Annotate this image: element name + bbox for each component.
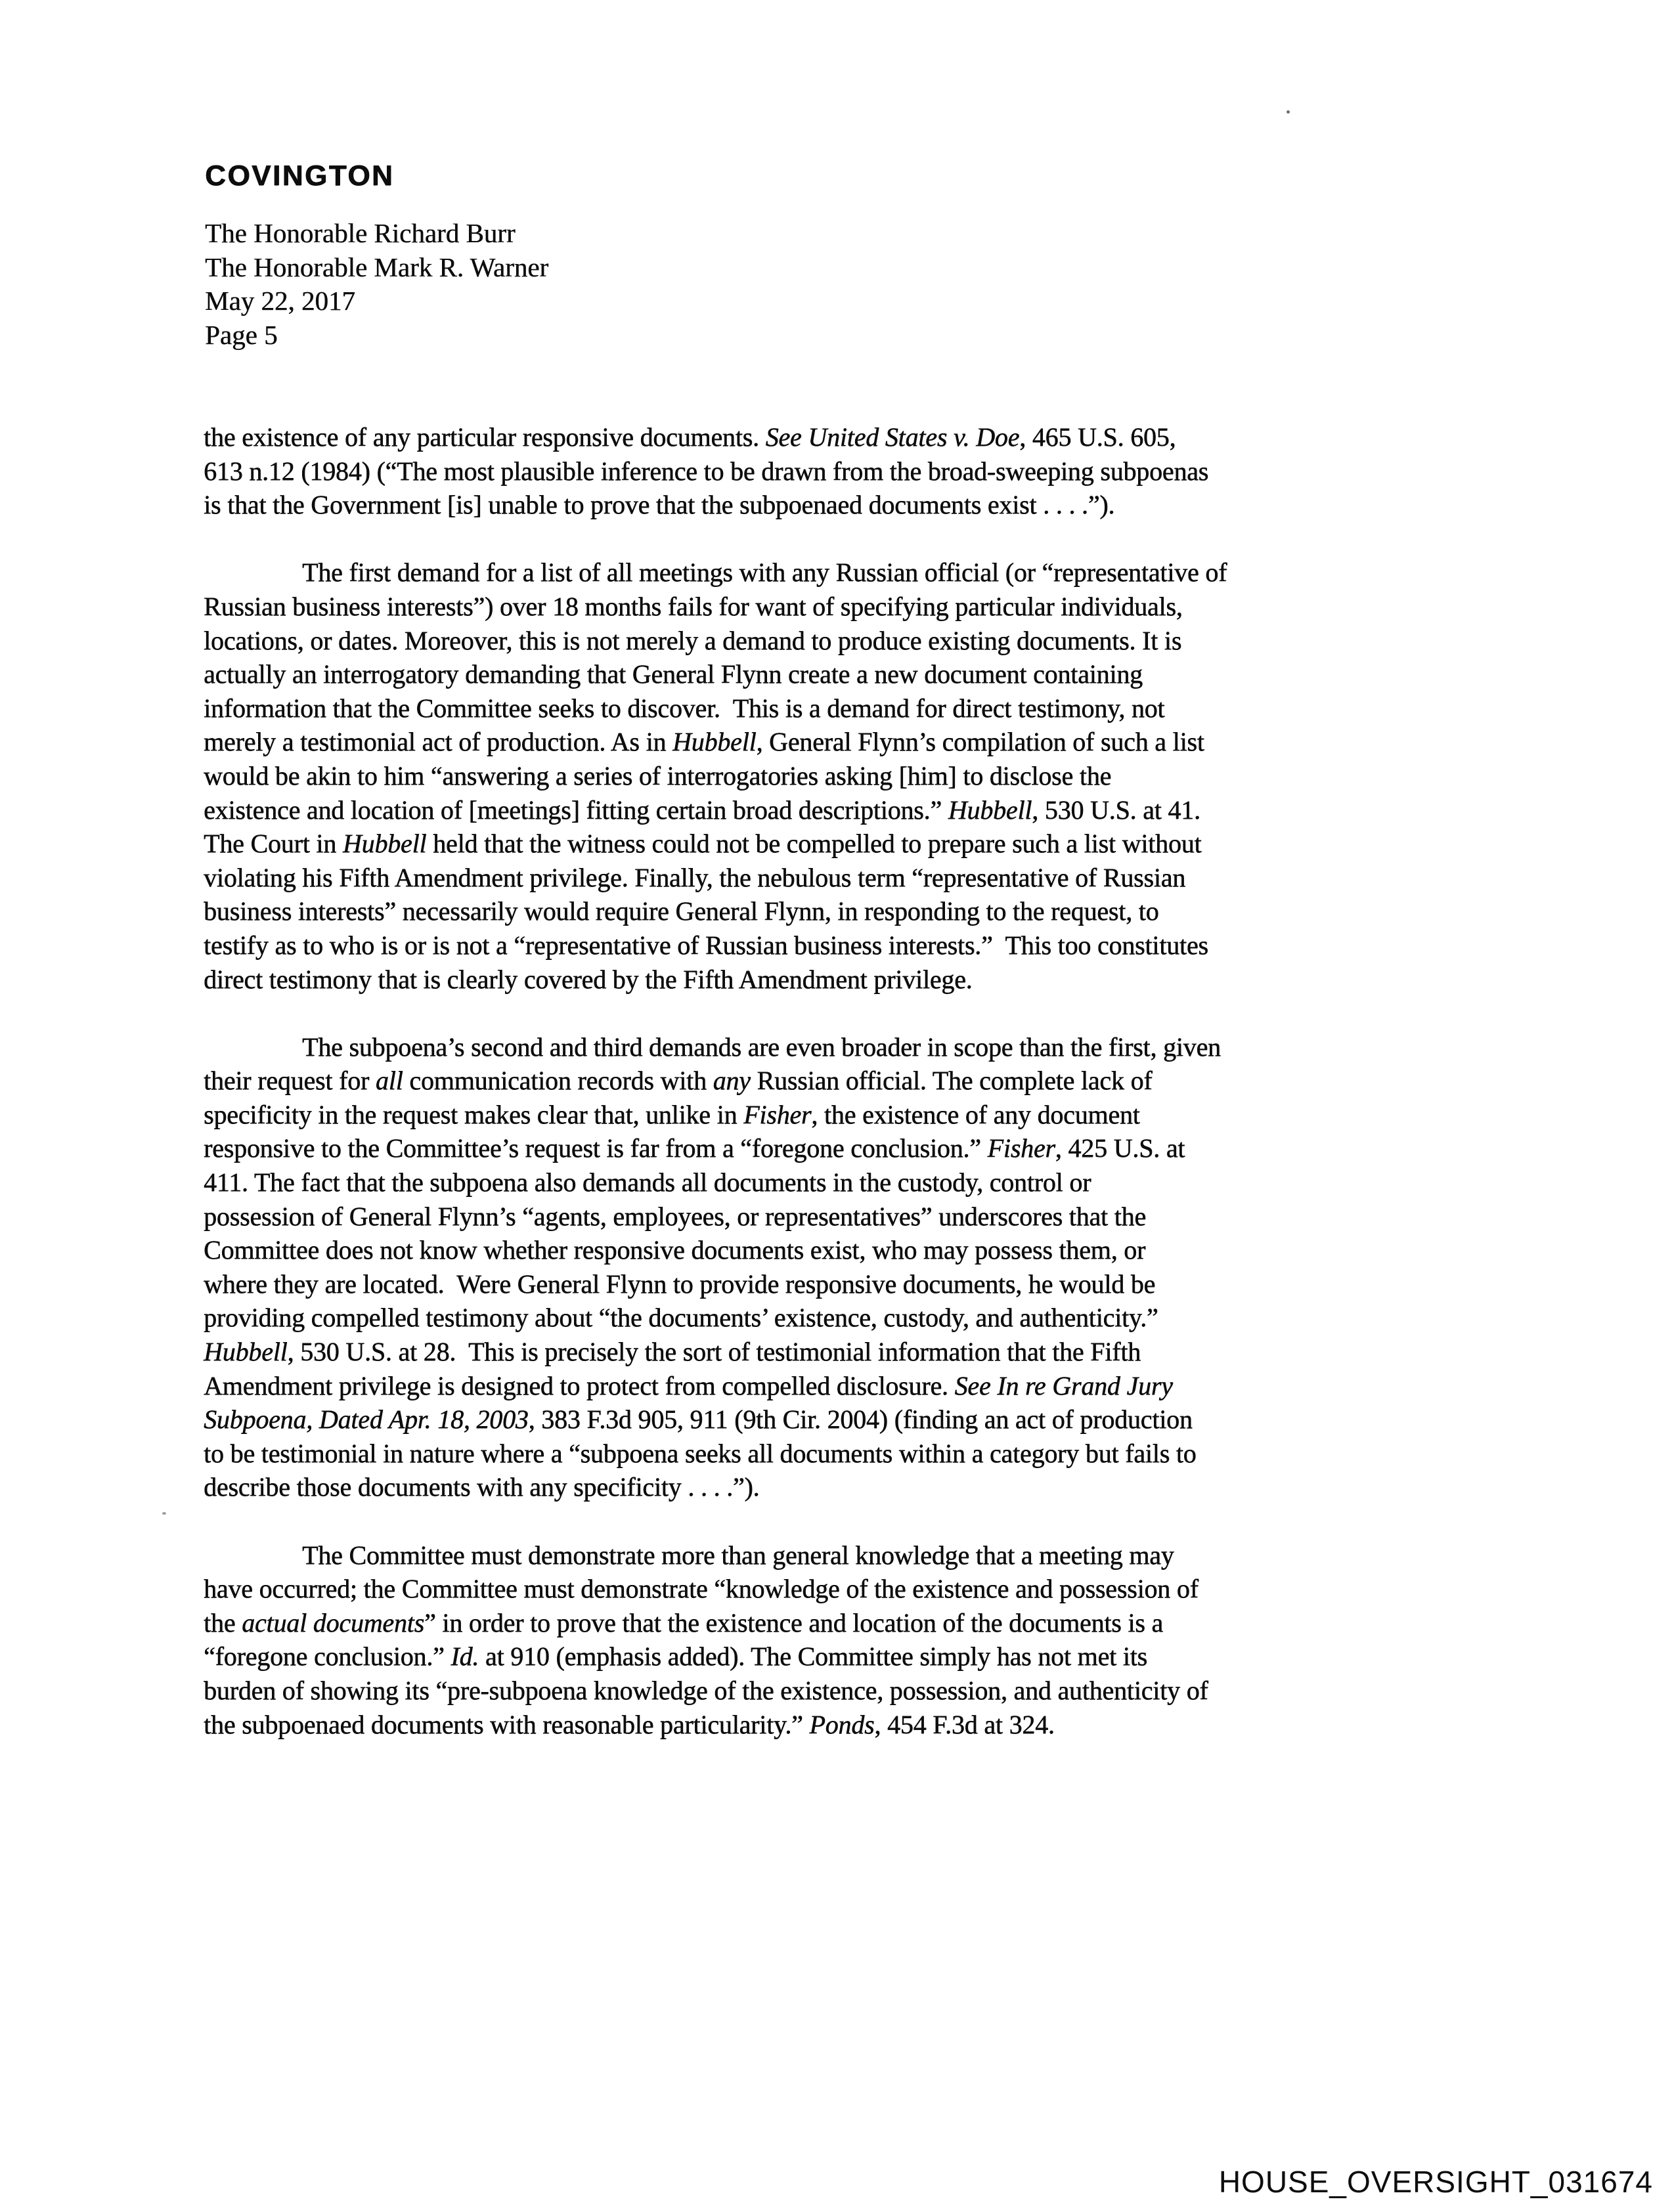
firm-wordmark: COVINGTON — [205, 160, 395, 192]
text-line — [204, 1335, 1524, 1369]
italic-run: Hubbell — [948, 794, 1032, 825]
text-run: locations, or dates. Moreover, this is not merely a demand to produce existing documents. It is — [204, 625, 1182, 655]
body-paragraph — [204, 420, 1524, 522]
text-line — [204, 793, 1524, 827]
italic-run: Subpoena, Dated Apr. 18, 2003 — [204, 1404, 529, 1435]
text-run: 411. The fact that the subpoena also demands all documents in the custody, control or — [204, 1167, 1091, 1198]
text-line — [204, 759, 1524, 793]
italic-run: actual documents — [242, 1607, 424, 1637]
text-line — [204, 1538, 1524, 1572]
body-paragraph — [204, 1538, 1524, 1742]
text-line — [204, 1064, 1524, 1098]
text-run: , 465 U.S. 605, — [1019, 422, 1176, 452]
bates-stamp: HOUSE_OVERSIGHT_031674 — [1218, 2165, 1653, 2199]
scan-artifact — [1287, 110, 1290, 114]
text-run: information that the Committee seeks to discover. This is a demand for direct testimony, not — [204, 693, 1165, 723]
italic-run: all — [375, 1066, 403, 1096]
italic-run: See United States v. Doe — [765, 422, 1020, 452]
text-run: where they are located. Were General Flynn to provide responsive documents, he would be — [204, 1269, 1156, 1299]
body-paragraph — [204, 555, 1524, 996]
text-line — [204, 1470, 1524, 1504]
page-number: Page 5 — [205, 319, 278, 350]
text-run: , 425 U.S. at — [1055, 1133, 1185, 1163]
text-line — [204, 1267, 1524, 1301]
text-line — [204, 1369, 1524, 1403]
italic-run: Hubbell — [204, 1337, 288, 1367]
text-run: the — [204, 1607, 242, 1637]
italic-run: See In re Grand Jury — [954, 1370, 1173, 1400]
text-run: Russian official. The complete lack of — [750, 1066, 1153, 1096]
text-line — [204, 555, 1524, 590]
text-run: the subpoenaed documents with reasonable particularity.” — [204, 1709, 810, 1739]
italic-run: Fisher — [743, 1099, 812, 1129]
text-line — [204, 624, 1524, 658]
italic-run: Hubbell — [672, 727, 757, 757]
text-run: direct testimony that is clearly covered by the Fifth Amendment privilege. — [204, 964, 973, 994]
text-line — [204, 1200, 1524, 1234]
letter-body — [204, 420, 1524, 1775]
text-line — [204, 894, 1524, 928]
text-run: The subpoena’s second and third demands are even broader in scope than the first, given — [302, 1031, 1221, 1062]
text-line — [204, 1030, 1524, 1064]
text-run: would be akin to him “answering a series of interrogatories asking [him] to disclose the — [204, 760, 1112, 791]
text-run: Russian business interests”) over 18 months fails for want of specifying particular individuals, — [204, 591, 1183, 621]
text-run: , 454 F.3d at 324. — [874, 1709, 1055, 1739]
text-run: possession of General Flynn’s “agents, employees, or representatives” underscores that the — [204, 1201, 1146, 1231]
text-run: existence and location of [meetings] fitting certain broad descriptions.” — [204, 794, 948, 825]
text-line — [204, 1131, 1524, 1165]
italic-run: Ponds — [809, 1709, 875, 1739]
text-line — [204, 657, 1524, 691]
text-line — [204, 590, 1524, 624]
text-run: , 530 U.S. at 41. — [1032, 794, 1200, 825]
text-line — [204, 454, 1524, 488]
text-line — [204, 1301, 1524, 1335]
scan-artifact — [162, 1512, 166, 1515]
text-line — [204, 1098, 1524, 1132]
text-run: “foregone conclusion.” — [204, 1641, 451, 1672]
text-line — [204, 1402, 1524, 1437]
text-run: The Committee must demonstrate more than general knowledge that a meeting may — [302, 1540, 1174, 1570]
recipient-line: The Honorable Mark R. Warner — [205, 251, 549, 282]
italic-run: Id. — [451, 1641, 479, 1672]
text-run: 613 n.12 (1984) (“The most plausible inference to be drawn from the broad-sweeping subpoenas — [204, 456, 1209, 486]
text-run: , the existence of any document — [811, 1099, 1140, 1129]
text-line — [204, 1165, 1524, 1200]
text-line — [204, 1233, 1524, 1267]
recipient-block — [205, 217, 548, 352]
text-line — [204, 420, 1524, 454]
text-run: held that the witness could not be compelled to prepare such a list without — [426, 829, 1202, 859]
text-run: business interests” necessarily would require General Flynn, in responding to the request, to — [204, 896, 1159, 926]
text-line — [204, 1674, 1524, 1708]
text-run: The first demand for a list of all meetings with any Russian official (or “representative of — [302, 557, 1227, 588]
text-run: communication records with — [403, 1066, 713, 1096]
text-line — [204, 1437, 1524, 1471]
text-run: actually an interrogatory demanding that General Flynn create a new document containing — [204, 659, 1143, 689]
text-run: at 910 (emphasis added). The Committee simply has not met its — [479, 1641, 1147, 1672]
text-line — [204, 1639, 1524, 1674]
text-run: , General Flynn’s compilation of such a list — [756, 727, 1204, 757]
text-line — [204, 928, 1524, 963]
text-run: their request for — [204, 1066, 376, 1096]
text-run: The Court in — [204, 829, 343, 859]
text-line — [204, 827, 1524, 861]
text-run: describe those documents with any specificity . . . .”). — [204, 1472, 760, 1502]
text-run: , 530 U.S. at 28. This is precisely the sort of testimonial information that the Fifth — [287, 1337, 1141, 1367]
letter-date: May 22, 2017 — [205, 286, 355, 316]
italic-run: Hubbell — [342, 829, 427, 859]
body-paragraph — [204, 1030, 1524, 1504]
text-line — [204, 691, 1524, 726]
text-line — [204, 725, 1524, 759]
text-run: have occurred; the Committee must demonstrate “knowledge of the existence and possession of — [204, 1574, 1199, 1604]
text-line — [204, 1606, 1524, 1640]
text-run: merely a testimonial act of production. As in — [204, 727, 672, 757]
text-run: Amendment privilege is designed to protect from compelled disclosure. — [204, 1370, 955, 1400]
text-line — [204, 1708, 1524, 1742]
text-run: , 383 F.3d 905, 911 (9th Cir. 2004) (finding an act of production — [528, 1404, 1193, 1435]
text-line — [204, 963, 1524, 997]
text-run: burden of showing its “pre-subpoena knowledge of the existence, possession, and authenticity of — [204, 1675, 1208, 1705]
text-run: Committee does not know whether responsive documents exist, who may possess them, or — [204, 1235, 1146, 1265]
text-run: providing compelled testimony about “the documents’ existence, custody, and authenticity.” — [204, 1303, 1158, 1333]
text-run: specificity in the request makes clear that, unlike in — [204, 1099, 744, 1129]
text-line — [204, 1572, 1524, 1606]
text-run: responsive to the Committee’s request is far from a “foregone conclusion.” — [204, 1133, 988, 1163]
text-run: is that the Government [is] unable to prove that the subpoenaed documents exist . . . .”). — [204, 490, 1115, 520]
recipient-line: The Honorable Richard Burr — [205, 218, 516, 248]
italic-run: Fisher — [987, 1133, 1055, 1163]
text-run: to be testimonial in nature where a “subpoena seeks all documents within a category but fails to — [204, 1438, 1197, 1468]
text-run: ” in order to prove that the existence and location of the documents is a — [424, 1607, 1163, 1637]
text-line — [204, 488, 1524, 522]
text-line — [204, 861, 1524, 895]
text-run: violating his Fifth Amendment privilege. Finally, the nebulous term “representative of Russian — [204, 862, 1185, 892]
italic-run: any — [713, 1066, 751, 1096]
text-run: testify as to who is or is not a “representative of Russian business interests.” This too constitutes — [204, 930, 1208, 960]
text-run: the existence of any particular responsive documents. — [204, 422, 766, 452]
